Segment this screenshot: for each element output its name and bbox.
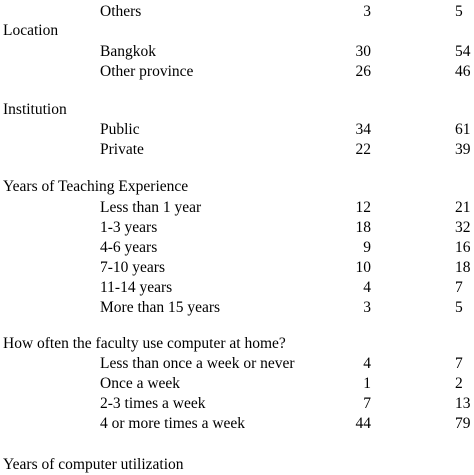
item-label: 11-14 years [100, 279, 173, 296]
count-cell: 9 [363, 239, 371, 256]
table-row [0, 374, 474, 394]
item-label: Public [100, 121, 140, 138]
percent-cell: 7 [455, 279, 463, 296]
count-cell: 4 [363, 355, 371, 372]
category-label: Years of computer utilization [3, 456, 184, 473]
table-row [0, 198, 474, 218]
table-row [0, 238, 474, 258]
count-cell: 3 [363, 299, 371, 316]
category-label: Location [3, 22, 59, 39]
category-label: Years of Teaching Experience [3, 178, 189, 195]
table-row [0, 394, 474, 414]
item-label: Less than 1 year [100, 199, 202, 216]
percent-cell: 16 [455, 239, 471, 256]
percent-cell: 32 [455, 219, 471, 236]
item-label: Other province [100, 63, 194, 80]
table-row [0, 354, 474, 374]
category-label: How often the faculty use computer at home? [3, 335, 286, 352]
item-label: Less than once a week or never [100, 355, 295, 372]
count-cell: 30 [355, 43, 371, 60]
item-label: 4-6 years [100, 239, 158, 256]
count-cell: 1 [363, 375, 371, 392]
count-cell: 10 [355, 259, 371, 276]
percent-cell: 7 [455, 355, 463, 372]
percent-cell: 2 [455, 375, 463, 392]
item-label: Private [100, 141, 144, 158]
count-cell: 26 [355, 63, 371, 80]
count-cell: 34 [355, 121, 371, 138]
item-label: Others [100, 3, 142, 20]
table-row [0, 278, 474, 298]
category-row [0, 100, 474, 120]
table-row [0, 140, 474, 160]
item-label: 1-3 years [100, 219, 158, 236]
item-label: More than 15 years [100, 299, 221, 316]
category-label: Institution [3, 101, 67, 118]
table-row [0, 298, 474, 318]
percent-cell: 21 [455, 199, 471, 216]
percent-cell: 39 [455, 141, 471, 158]
percent-cell: 5 [455, 299, 463, 316]
percent-cell: 54 [455, 43, 471, 60]
table-row [0, 62, 474, 82]
percent-cell: 61 [455, 121, 471, 138]
table-row [0, 2, 474, 22]
table-row [0, 218, 474, 238]
item-label: Bangkok [100, 43, 156, 60]
count-cell: 4 [363, 279, 371, 296]
table-row [0, 258, 474, 278]
item-label: Once a week [100, 375, 181, 392]
count-cell: 22 [355, 141, 371, 158]
percent-cell: 46 [455, 63, 471, 80]
table-row [0, 42, 474, 62]
count-cell: 18 [355, 219, 371, 236]
item-label: 7-10 years [100, 259, 165, 276]
category-row [0, 455, 474, 475]
percent-cell: 79 [455, 415, 471, 432]
count-cell: 7 [363, 395, 371, 412]
percent-cell: 13 [455, 395, 471, 412]
category-row [0, 21, 474, 41]
percent-cell: 18 [455, 259, 471, 276]
item-label: 2-3 times a week [100, 395, 206, 412]
count-cell: 3 [363, 3, 371, 20]
table-row [0, 414, 474, 434]
count-cell: 12 [355, 199, 371, 216]
count-cell: 44 [355, 415, 371, 432]
table-row [0, 120, 474, 140]
category-row [0, 334, 474, 354]
percent-cell: 5 [455, 3, 463, 20]
category-row [0, 177, 474, 197]
item-label: 4 or more times a week [100, 415, 246, 432]
